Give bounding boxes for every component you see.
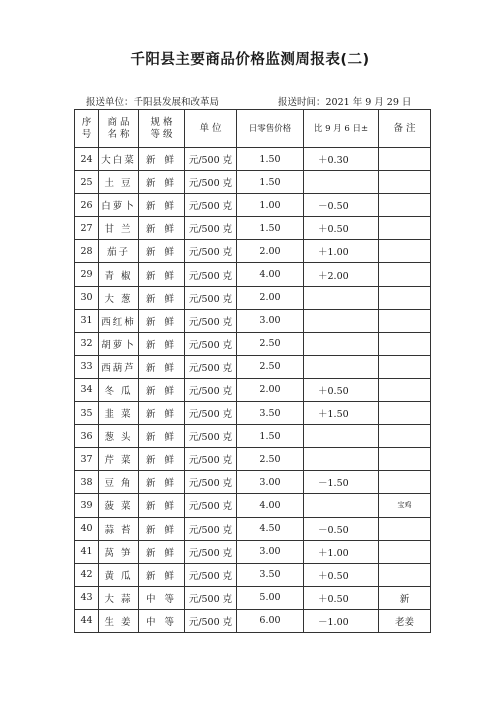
header-spec-bottom: 等 级 — [150, 128, 173, 140]
cell-seq: 39 — [75, 494, 99, 517]
cell-change: ＋0.30 — [304, 148, 379, 171]
cell-note — [379, 540, 431, 563]
cell-change — [304, 332, 379, 355]
cell-price: 1.50 — [237, 217, 304, 240]
cell-seq: 35 — [75, 402, 99, 425]
table-row — [75, 286, 431, 309]
cell-spec: 新 鲜 — [139, 517, 185, 540]
cell-unit: 元/500 克 — [185, 540, 237, 563]
cell-change: －1.50 — [304, 471, 379, 494]
cell-spec: 新 鲜 — [139, 540, 185, 563]
cell-note — [379, 286, 431, 309]
cell-price: 3.50 — [237, 402, 304, 425]
table-row — [75, 563, 431, 586]
cell-spec: 新 鲜 — [139, 286, 185, 309]
cell-name: 菠 菜 — [99, 494, 139, 517]
cell-note — [379, 402, 431, 425]
cell-name: 西葫芦 — [99, 355, 139, 378]
cell-seq: 24 — [75, 148, 99, 171]
cell-change — [304, 494, 379, 517]
cell-change: ＋0.50 — [304, 378, 379, 401]
table-row — [75, 517, 431, 540]
table-row — [75, 171, 431, 194]
cell-price: 2.00 — [237, 286, 304, 309]
header-name-bottom: 名 称 — [107, 128, 130, 140]
cell-unit: 元/500 克 — [185, 609, 237, 632]
cell-note — [379, 263, 431, 286]
table-row — [75, 263, 431, 286]
cell-seq: 42 — [75, 563, 99, 586]
report-title: 千阳县主要商品价格监测周报表(二) — [130, 52, 370, 68]
report-time: 报送时间：2021 年 9 月 29 日 — [278, 97, 412, 108]
cell-note — [379, 148, 431, 171]
cell-spec: 新 鲜 — [139, 263, 185, 286]
cell-name: 西红柿 — [99, 309, 139, 332]
cell-note — [379, 448, 431, 471]
cell-note — [379, 194, 431, 217]
cell-seq: 36 — [75, 425, 99, 448]
cell-unit: 元/500 克 — [185, 355, 237, 378]
cell-seq: 41 — [75, 540, 99, 563]
cell-note — [379, 217, 431, 240]
cell-note — [379, 332, 431, 355]
cell-unit: 元/500 克 — [185, 378, 237, 401]
cell-change: ＋0.50 — [304, 586, 379, 609]
cell-name: 韭 菜 — [99, 402, 139, 425]
cell-name: 大白菜 — [99, 148, 139, 171]
cell-name: 葱 头 — [99, 425, 139, 448]
cell-name: 莴 笋 — [99, 540, 139, 563]
header-seq-top: 序 — [81, 116, 92, 128]
cell-price: 3.50 — [237, 563, 304, 586]
header-seq-bottom: 号 — [81, 128, 92, 140]
cell-seq: 26 — [75, 194, 99, 217]
cell-change: ＋0.50 — [304, 563, 379, 586]
cell-price: 4.00 — [237, 263, 304, 286]
cell-seq: 32 — [75, 332, 99, 355]
cell-price: 3.00 — [237, 471, 304, 494]
cell-change: ＋1.50 — [304, 402, 379, 425]
table-body — [75, 148, 431, 633]
table-row — [75, 355, 431, 378]
cell-note — [379, 471, 431, 494]
table-row — [75, 586, 431, 609]
cell-unit: 元/500 克 — [185, 240, 237, 263]
cell-price: 2.50 — [237, 355, 304, 378]
cell-seq: 28 — [75, 240, 99, 263]
cell-name: 青 椒 — [99, 263, 139, 286]
cell-unit: 元/500 克 — [185, 194, 237, 217]
cell-change: ＋0.50 — [304, 217, 379, 240]
header-unit: 单 位 — [185, 110, 237, 148]
cell-spec: 新 鲜 — [139, 494, 185, 517]
cell-unit: 元/500 克 — [185, 517, 237, 540]
cell-price: 1.50 — [237, 148, 304, 171]
cell-unit: 元/500 克 — [185, 171, 237, 194]
cell-change — [304, 355, 379, 378]
cell-name: 甘 兰 — [99, 217, 139, 240]
cell-spec: 新 鲜 — [139, 309, 185, 332]
cell-seq: 37 — [75, 448, 99, 471]
cell-seq: 34 — [75, 378, 99, 401]
cell-price: 2.50 — [237, 332, 304, 355]
cell-note — [379, 425, 431, 448]
cell-name: 大 蒜 — [99, 586, 139, 609]
cell-note: 宝鸡 — [379, 494, 431, 517]
table-row — [75, 471, 431, 494]
cell-name: 大 葱 — [99, 286, 139, 309]
cell-spec: 新 鲜 — [139, 240, 185, 263]
cell-price: 2.00 — [237, 240, 304, 263]
cell-seq: 40 — [75, 517, 99, 540]
cell-change — [304, 425, 379, 448]
cell-spec: 中 等 — [139, 609, 185, 632]
cell-spec: 新 鲜 — [139, 148, 185, 171]
cell-name: 芹 菜 — [99, 448, 139, 471]
cell-unit: 元/500 克 — [185, 286, 237, 309]
cell-spec: 新 鲜 — [139, 355, 185, 378]
header-change: 比 9 月 6 日± — [304, 110, 379, 148]
cell-spec: 新 鲜 — [139, 402, 185, 425]
cell-note — [379, 240, 431, 263]
header-name-top: 商 品 — [107, 116, 130, 128]
table-row — [75, 194, 431, 217]
table-row — [75, 240, 431, 263]
cell-name: 茄子 — [99, 240, 139, 263]
cell-note — [379, 563, 431, 586]
table-row — [75, 332, 431, 355]
header-price: 日零售价格 — [237, 110, 304, 148]
cell-unit: 元/500 克 — [185, 309, 237, 332]
cell-note: 老姜 — [379, 609, 431, 632]
cell-note — [379, 517, 431, 540]
cell-change: ＋1.00 — [304, 540, 379, 563]
cell-name: 土 豆 — [99, 171, 139, 194]
report-unit: 报送单位：千阳县发展和改革局 — [86, 97, 220, 108]
cell-change: ＋2.00 — [304, 263, 379, 286]
cell-change: －1.00 — [304, 609, 379, 632]
cell-note — [379, 378, 431, 401]
cell-price: 1.50 — [237, 171, 304, 194]
cell-change: ＋1.00 — [304, 240, 379, 263]
cell-price: 3.00 — [237, 309, 304, 332]
cell-seq: 33 — [75, 355, 99, 378]
cell-seq: 43 — [75, 586, 99, 609]
cell-spec: 新 鲜 — [139, 378, 185, 401]
cell-spec: 新 鲜 — [139, 425, 185, 448]
header-seq — [75, 110, 99, 148]
cell-name: 豆 角 — [99, 471, 139, 494]
cell-unit: 元/500 克 — [185, 217, 237, 240]
cell-unit: 元/500 克 — [185, 471, 237, 494]
table-row — [75, 494, 431, 517]
cell-seq: 31 — [75, 309, 99, 332]
cell-spec: 新 鲜 — [139, 217, 185, 240]
header-spec — [139, 110, 185, 148]
cell-price: 4.00 — [237, 494, 304, 517]
cell-price: 1.00 — [237, 194, 304, 217]
cell-name: 胡萝卜 — [99, 332, 139, 355]
table-header-row — [75, 110, 431, 148]
cell-price: 3.00 — [237, 540, 304, 563]
cell-note — [379, 355, 431, 378]
cell-note — [379, 171, 431, 194]
cell-note — [379, 309, 431, 332]
cell-price: 2.00 — [237, 378, 304, 401]
cell-change — [304, 286, 379, 309]
cell-seq: 27 — [75, 217, 99, 240]
cell-name: 白萝卜 — [99, 194, 139, 217]
cell-spec: 新 鲜 — [139, 471, 185, 494]
cell-change — [304, 309, 379, 332]
cell-unit: 元/500 克 — [185, 494, 237, 517]
table-row — [75, 309, 431, 332]
cell-spec: 新 鲜 — [139, 563, 185, 586]
cell-unit: 元/500 克 — [185, 563, 237, 586]
table-row — [75, 448, 431, 471]
table-row — [75, 425, 431, 448]
table-row — [75, 378, 431, 401]
cell-price: 4.50 — [237, 517, 304, 540]
cell-spec: 新 鲜 — [139, 171, 185, 194]
cell-spec: 新 鲜 — [139, 332, 185, 355]
header-name — [99, 110, 139, 148]
cell-name: 蒜 苔 — [99, 517, 139, 540]
cell-spec: 新 鲜 — [139, 194, 185, 217]
cell-unit: 元/500 克 — [185, 263, 237, 286]
cell-change: －0.50 — [304, 517, 379, 540]
cell-seq: 25 — [75, 171, 99, 194]
cell-name: 黄 瓜 — [99, 563, 139, 586]
cell-change — [304, 448, 379, 471]
table-row — [75, 148, 431, 171]
cell-price: 2.50 — [237, 448, 304, 471]
table-row — [75, 217, 431, 240]
cell-price: 1.50 — [237, 425, 304, 448]
table-row — [75, 402, 431, 425]
price-table — [74, 109, 431, 633]
cell-name: 生 姜 — [99, 609, 139, 632]
cell-seq: 38 — [75, 471, 99, 494]
cell-note: 新 — [379, 586, 431, 609]
table-row — [75, 609, 431, 632]
cell-spec: 中 等 — [139, 586, 185, 609]
cell-change — [304, 171, 379, 194]
cell-unit: 元/500 克 — [185, 448, 237, 471]
cell-seq: 44 — [75, 609, 99, 632]
cell-name: 冬 瓜 — [99, 378, 139, 401]
cell-unit: 元/500 克 — [185, 148, 237, 171]
cell-unit: 元/500 克 — [185, 332, 237, 355]
header-spec-top: 规 格 — [150, 116, 173, 128]
header-note: 备 注 — [379, 110, 431, 148]
cell-spec: 新 鲜 — [139, 448, 185, 471]
cell-change: －0.50 — [304, 194, 379, 217]
cell-unit: 元/500 克 — [185, 425, 237, 448]
cell-price: 6.00 — [237, 609, 304, 632]
table-row — [75, 540, 431, 563]
cell-unit: 元/500 克 — [185, 402, 237, 425]
cell-seq: 30 — [75, 286, 99, 309]
cell-price: 5.00 — [237, 586, 304, 609]
cell-unit: 元/500 克 — [185, 586, 237, 609]
cell-seq: 29 — [75, 263, 99, 286]
